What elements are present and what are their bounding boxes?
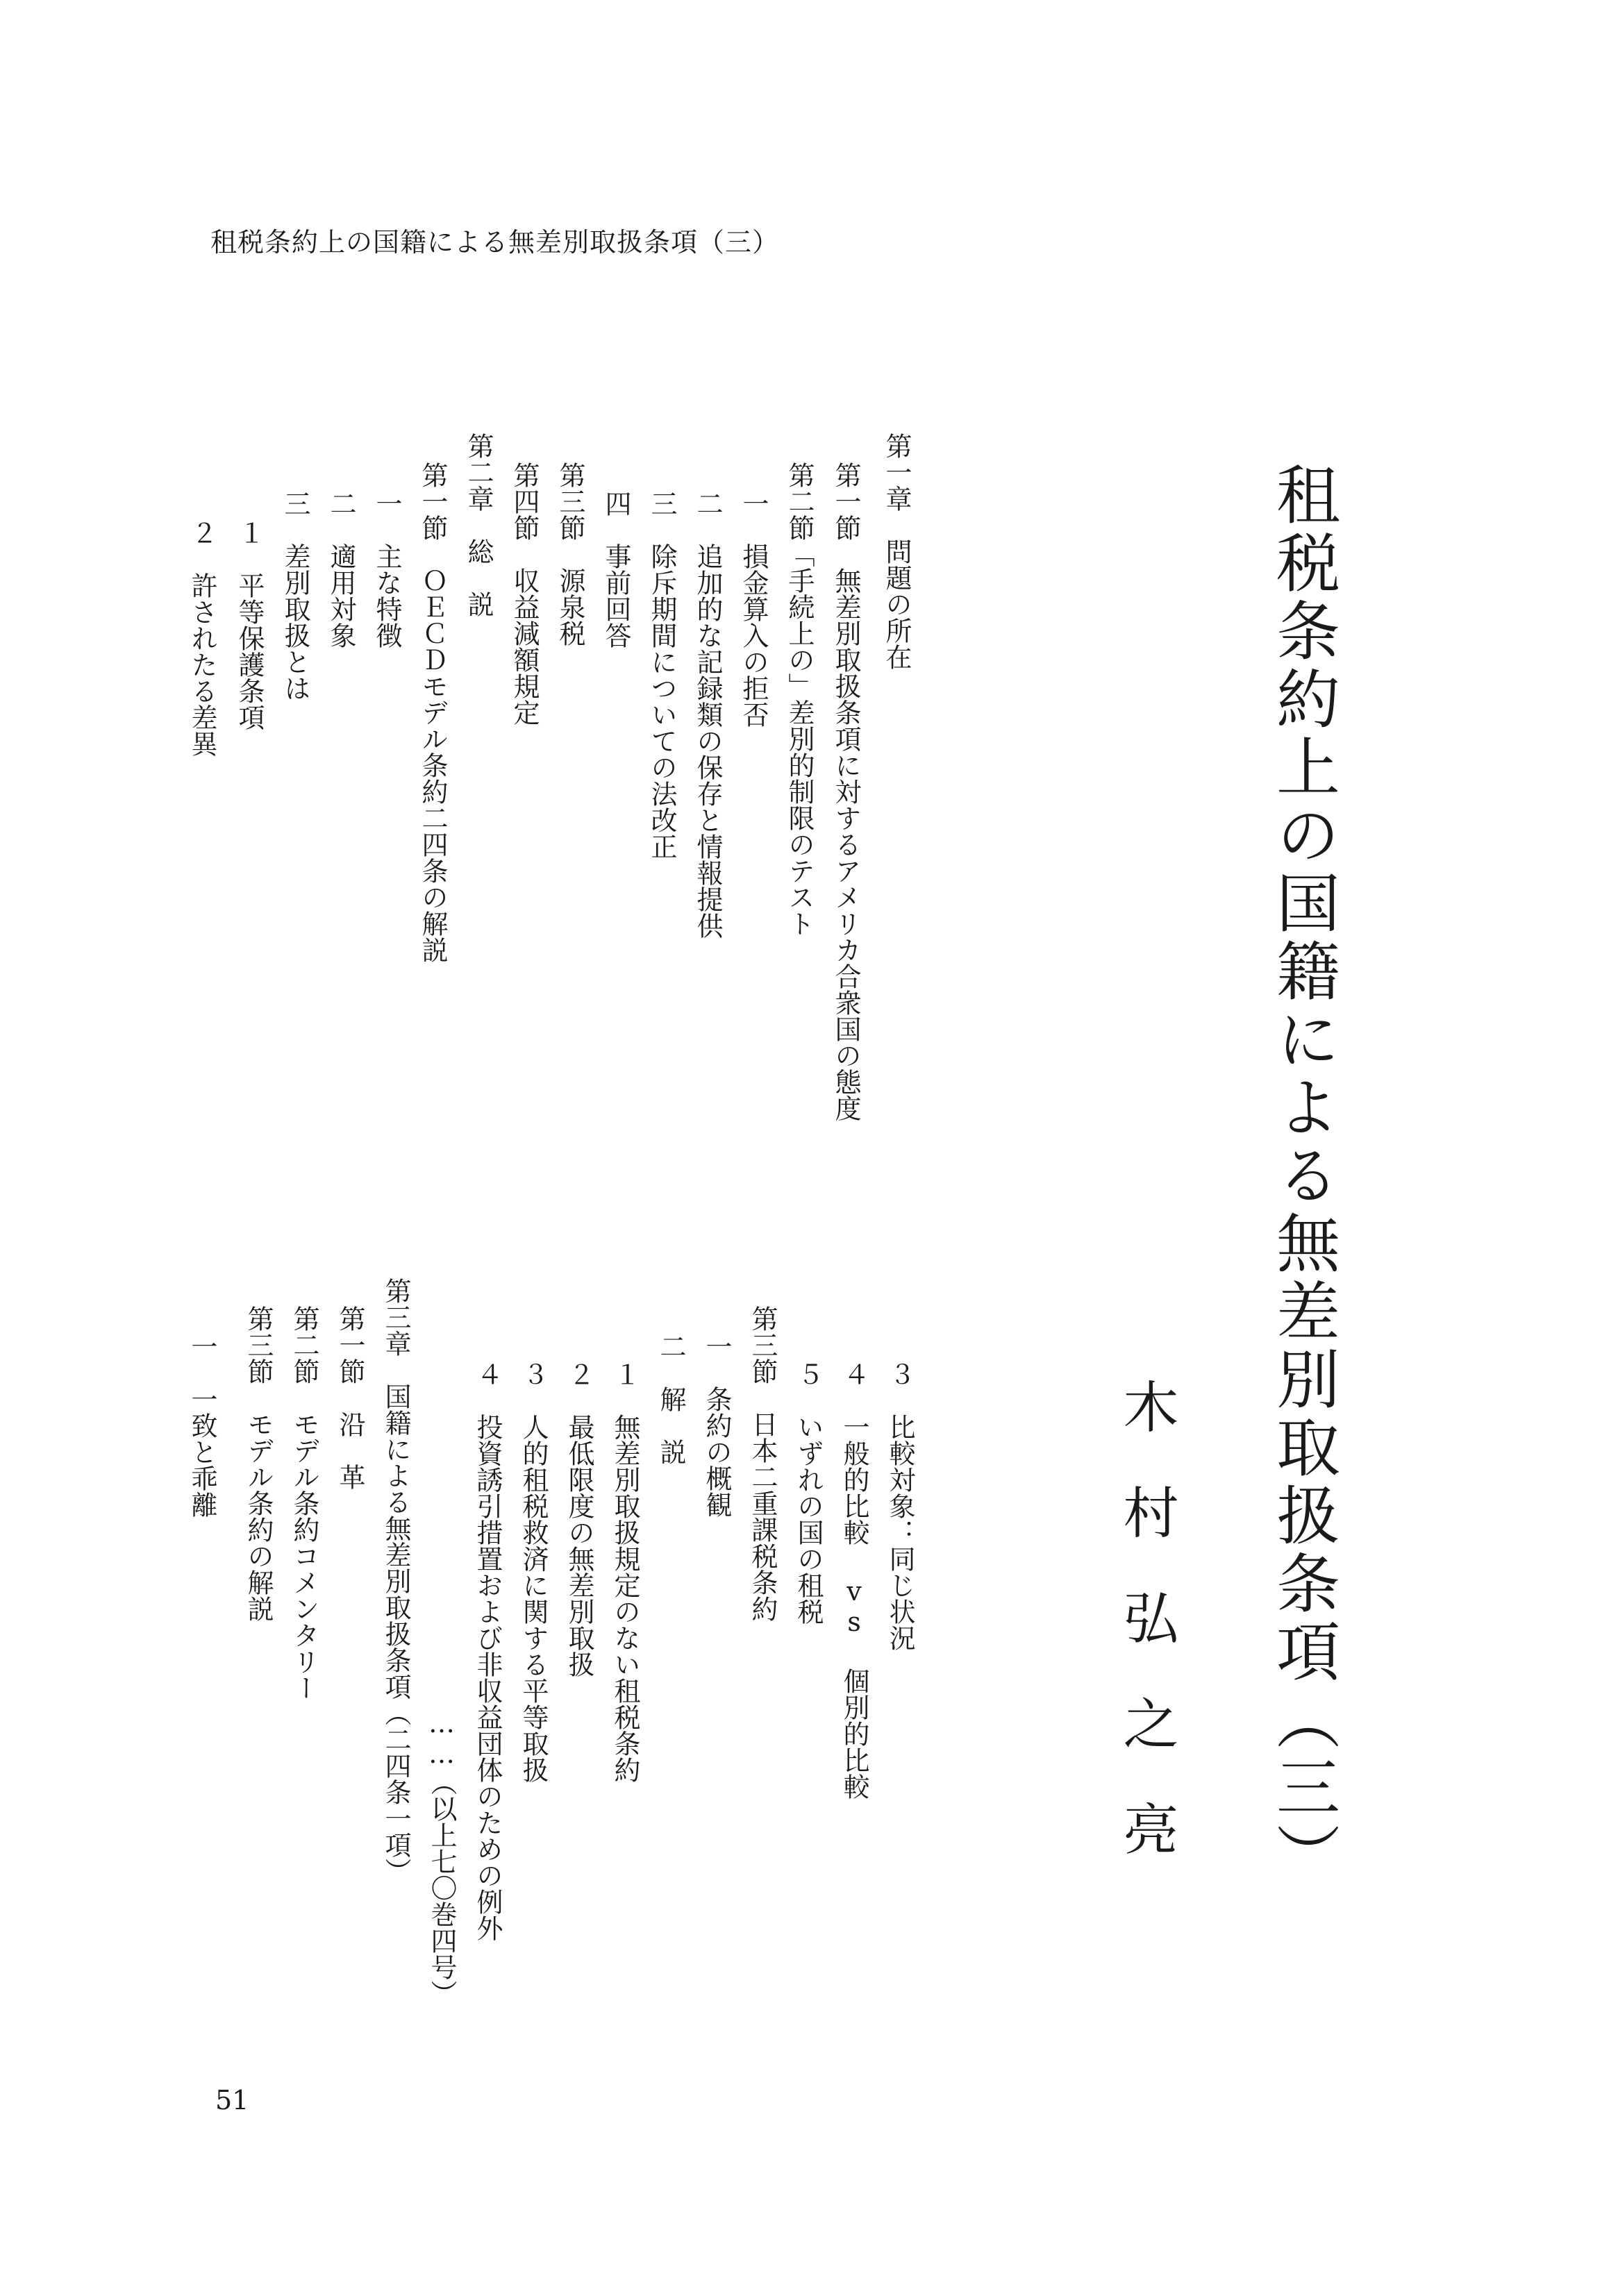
toc-line: 二 適用対象 [326,490,356,648]
toc-line: ３ 人的租税救済に関する平等取扱 [518,1361,549,1783]
toc-line: 第三節 モデル条約の解説 [243,1305,274,1622]
toc-line: ４ 投資誘引措置および非収益団体のための例外 [472,1361,503,1941]
toc-line: 第三章 国籍による無差別取扱条項（二四条一項） [381,1277,411,1884]
toc-line: ３ 比較対象：同じ状況 [885,1361,915,1651]
toc-line: ５ いずれの国の租税 [793,1361,824,1625]
toc-line: 第一章 問題の所在 [881,433,912,670]
toc-line: 一 主な特徴 [372,490,402,648]
toc-line: ２ 許されたる差異 [187,519,217,757]
toc-line: 第三節 日本二重課税条約 [747,1305,778,1622]
article-title: 租税条約上の国籍による無差別取扱条項（三） [1266,462,1340,1891]
toc-line: １ 無差別取扱規定のない租税条約 [610,1361,640,1783]
toc-line: 第二節「手続上の」差別的制限のテスト [784,462,815,937]
toc-line: 三 差別取扱とは [280,490,310,701]
toc-line: ……（以上七〇巻四号） [426,1708,457,2006]
toc-line: 第一節 無差別取扱条項に対するアメリカ合衆国の態度 [831,462,861,1121]
toc-line: 第二節 モデル条約コメンタリー [289,1305,319,1701]
toc-line: 一 損金算入の拒否 [738,490,769,728]
toc-line: 第四節 収益減額規定 [509,462,540,726]
toc-line: ４ 一般的比較 vs 個別的比較 [839,1361,869,1800]
toc-line: 第二章 総 説 [463,433,494,617]
toc-line: 二 追加的な記録類の保存と情報提供 [692,490,723,939]
toc-line: 一 条約の概観 [701,1333,732,1518]
toc-line: 三 除斥期間についての法改正 [647,490,677,860]
toc-line: 第一節 ＯＥＣＤモデル条約二四条の解説 [417,462,448,963]
page-number: 51 [215,2085,249,2115]
toc-line: ２ 最低限度の無差別取扱 [564,1361,594,1677]
toc-line: 一 一致と乖離 [187,1333,217,1518]
running-head: 租税条約上の国籍による無差別取扱条項（三） [210,227,780,258]
toc-line: 第三節 源泉税 [555,462,585,646]
toc-line: １ 平等保護条項 [234,519,265,730]
toc-line: 第一節 沿 革 [335,1305,365,1490]
author-name: 木村弘之亮 [1114,1378,1178,1906]
toc-line: 二 解 説 [656,1333,686,1465]
toc-line: 四 事前回答 [601,490,631,648]
